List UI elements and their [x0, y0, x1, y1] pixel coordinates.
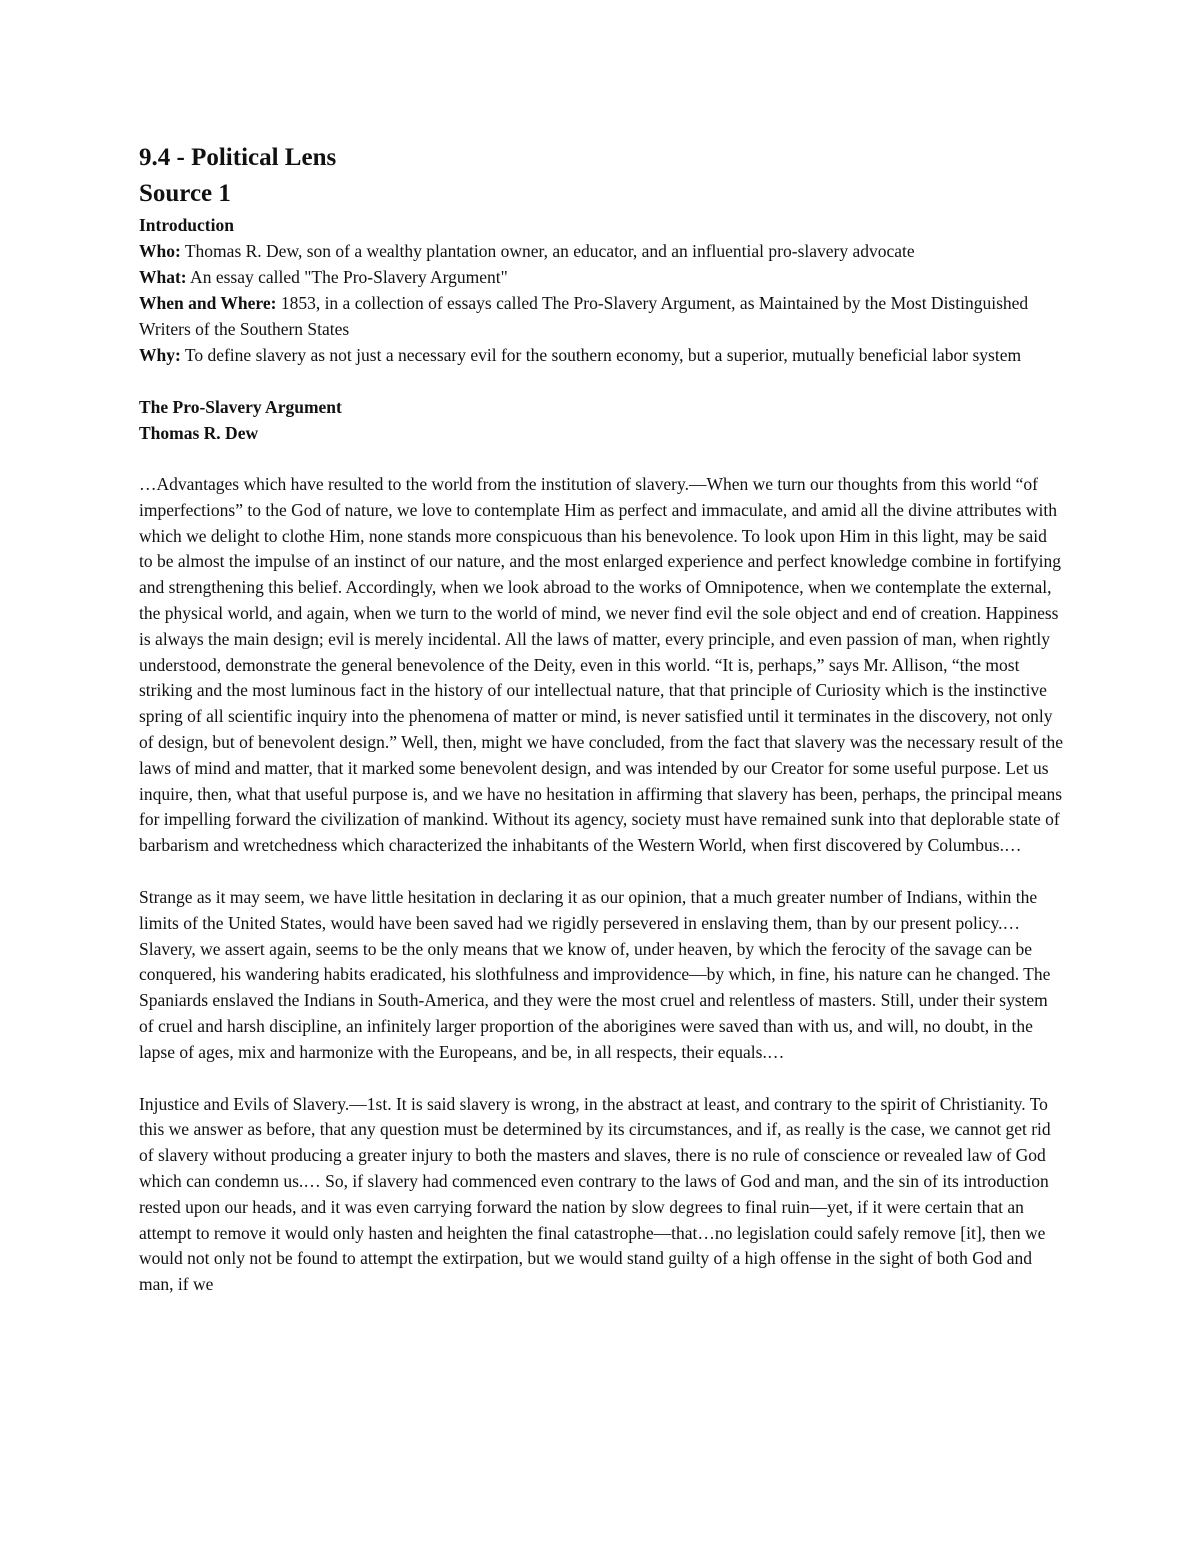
- spacer: [139, 1066, 1064, 1092]
- intro-why: [139, 342, 1064, 368]
- why-label: Why:: [139, 345, 181, 365]
- body-paragraph-1: …Advantages which have resulted to the world from the institution of slavery.—When we turn our thoughts from this world “of imperfections” to the God of nature, we love to contemplate Him as perfect and immaculate, and amid all the divine attributes with which we delight to clothe Him, none stands more conspicuous than his benevolence. To look upon Him in this light, may be said to be almost the impulse of an instinct of our nature, and the most enlarged experience and perfect knowledge combine in fortifying and strengthening this belief. Accordingly, when we look abroad to the works of Omnipotence, when we contemplate the external, the physical world, and again, when we turn to the world of mind, we never find evil the sole object and end of creation. Happiness is always the main design; evil is merely incidental. All the laws of matter, every principle, and even passion of man, when rightly understood, demonstrate the general benevolence of the Deity, even in this world. “It is, perhaps,” says Mr. Allison, “the most striking and the most luminous fact in the history of our intellectual nature, that that principle of Curiosity which is the instinctive spring of all scientific inquiry into the phenomena of matter or mind, is never satisfied until it terminates in the discovery, not only of design, but of benevolent design.” Well, then, might we have concluded, from the fact that slavery was the necessary result of the laws of mind and matter, that it marked some benevolent design, and was intended by our Creator for some useful purpose. Let us inquire, then, what that useful purpose is, and we have no hesitation in affirming that slavery has been, perhaps, the principal means for impelling forward the civilization of mankind. Without its agency, society must have remained sunk into that deplorable state of barbarism and wretchedness which characterized the inhabitants of the Western World, when first discovered by Columbus.…: [139, 474, 1064, 856]
- who-text: Thomas R. Dew, son of a wealthy plantation owner, an educator, and an influential pro-slavery advocate: [180, 241, 915, 261]
- when-where-text: 1853, in a collection of essays called The Pro-Slavery Argument, as Maintained by the Most Distinguished Writers of the Southern States: [139, 293, 1029, 339]
- document-title: The Pro-Slavery Argument: [139, 397, 342, 417]
- spacer: [139, 446, 1064, 472]
- what-label: What:: [139, 267, 187, 287]
- who-label: Who:: [139, 241, 181, 261]
- why-text: To define slavery as not just a necessary evil for the southern economy, but a superior, mutually beneficial labor system: [180, 345, 1022, 365]
- document-author: Thomas R. Dew: [139, 423, 259, 443]
- page-heading: 9.4 - Political Lens: [139, 144, 337, 171]
- body-paragraph-3: Injustice and Evils of Slavery.—1st. It is said slavery is wrong, in the abstract at least, and contrary to the spirit of Christianity. To this we answer as before, that any question must be determined by its circumstances, and if, as really is the case, we cannot get rid of slavery without producing a greater injury to both the masters and slaves, there is no rule of conscience or revealed law of God which can condemn us.… So, if slavery had commenced even contrary to the laws of God and man, and the sin of its introduction rested upon our heads, and it was even carrying forward the nation by slow degrees to final ruin—yet, if it were certain that an attempt to remove it would only hasten and heighten the final catastrophe—that…no legislation could safely remove [it], then we would not only not be found to attempt the extirpation, but we would stand guilty of a high offense in the sight of both God and man, if we: [139, 1093, 1051, 1295]
- what-text: An essay called "The Pro-Slavery Argument": [186, 267, 508, 287]
- document-page: [139, 140, 1064, 1298]
- spacer: [139, 859, 1064, 885]
- introduction-heading: Introduction: [139, 215, 234, 235]
- when-where-label: When and Where:: [139, 293, 277, 313]
- intro-who: [139, 238, 1064, 264]
- source-heading: Source 1: [139, 180, 231, 207]
- intro-when-where: [139, 290, 1064, 342]
- intro-what: [139, 264, 1064, 290]
- body-paragraph-2: Strange as it may seem, we have little hesitation in declaring it as our opinion, that a much greater number of Indians, within the limits of the United States, would have been saved had we rigidly persevered in enslaving them, than by our present policy.… Slavery, we assert again, seems to be the only means that we know of, under heaven, by which the ferocity of the savage can be conquered, his wandering habits eradicated, his slothfulness and improvidence—by which, in fine, his nature can he changed. The Spaniards enslaved the Indians in South-America, and they were the most cruel and relentless of masters. Still, under their system of cruel and harsh discipline, an infinitely larger proportion of the aborigines were saved than with us, and will, no doubt, in the lapse of ages, mix and harmonize with the Europeans, and be, in all respects, their equals.…: [139, 886, 1051, 1062]
- spacer: [139, 368, 1064, 394]
